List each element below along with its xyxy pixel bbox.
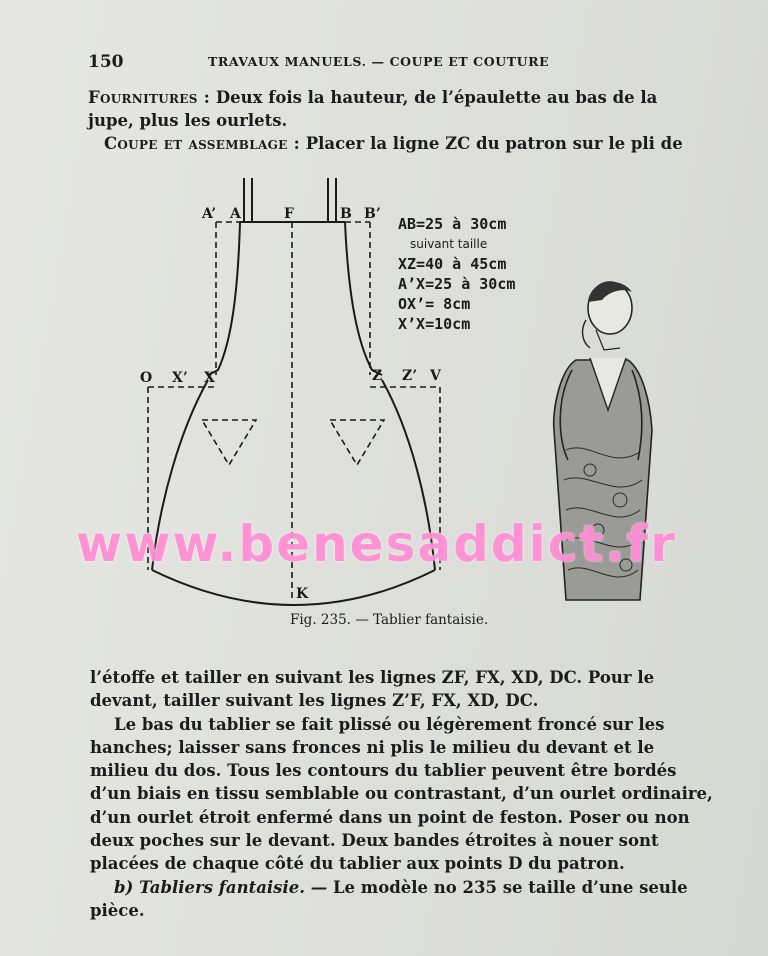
- running-title: TRAVAUX MANUELS. — COUPE ET COUTURE: [208, 54, 550, 69]
- label-X-prime: X’: [172, 370, 188, 386]
- body-text: [90, 666, 715, 922]
- fournitures-line: [88, 86, 708, 132]
- coupe-line: [88, 132, 708, 155]
- paragraph-3-italic: Tabliers fantaisie.: [139, 877, 305, 897]
- coupe-text: Placer la ligne ZC du patron sur le pli de: [300, 134, 683, 153]
- label-V: V: [430, 368, 441, 384]
- label-F: F: [284, 206, 294, 222]
- label-B-prime: B’: [364, 206, 381, 222]
- measurement-o-x-prime: OX’= 8cm: [398, 295, 471, 313]
- label-Z-prime: Z’: [402, 368, 418, 384]
- label-O: O: [140, 370, 153, 386]
- label-A: A: [230, 206, 241, 222]
- measurement-list: [398, 214, 515, 334]
- right-armhole: [345, 222, 382, 375]
- page-header: [88, 48, 688, 76]
- figure-caption: Fig. 235. — Tablier fantaisie.: [290, 612, 489, 628]
- paragraph-3-prefix: b): [114, 877, 140, 897]
- measurement-a-prime-x: A’X=25 à 30cm: [398, 275, 516, 293]
- measurement-xz: XZ=40 à 45cm: [398, 255, 507, 273]
- label-B: B: [340, 206, 352, 222]
- label-A-prime: A’: [202, 206, 217, 222]
- watermark: www.benesaddict.fr: [76, 515, 677, 573]
- measurement-ab: AB=25 à 30cm: [398, 215, 507, 233]
- page-number: 150: [88, 52, 124, 72]
- fournitures-text: Deux fois la hauteur, de l’épaulette au bas de la jupe, plus les ourlets.: [88, 88, 658, 130]
- paragraph-3: [90, 876, 715, 923]
- label-X: X: [204, 370, 215, 386]
- label-Z: Z: [372, 368, 383, 384]
- measurement-x-prime-x: X’X=10cm: [398, 315, 471, 333]
- paragraph-2: Le bas du tablier se fait plissé ou légèrement froncé sur les hanches; laisser sans fronces ni plis le milieu du devant et le milieu du dos. Tous les contours du tablier peuvent être bordés d’un biais en tissu semblable ou contrastant, d’un ourlet ordinaire, d’un ourlet étroit enfermé dans un point de feston. Poser ou non deux poches sur le devant. Deux bandes étroites à nouer sont placées de chaque côté du tablier aux points D du patron.: [90, 714, 713, 874]
- coupe-label: Coupe et assemblage :: [104, 134, 301, 153]
- measurement-ab-note: suivant taille: [410, 237, 488, 251]
- fournitures-label: Fournitures :: [88, 88, 211, 107]
- left-armhole: [208, 222, 240, 375]
- intro-paragraph: [88, 86, 708, 155]
- paragraph-1: l’étoffe et tailler en suivant les lignes ZF, FX, XD, DC. Pour le devant, tailler suivant les lignes Z’F, FX, XD, DC.: [90, 668, 655, 711]
- right-pocket: [330, 420, 384, 465]
- paragraph-3-rest: — Le modèle no 235 se taille d’une seule pièce.: [90, 877, 688, 920]
- hem-curve: [152, 570, 435, 605]
- left-pocket: [202, 420, 256, 465]
- label-K: K: [296, 586, 309, 602]
